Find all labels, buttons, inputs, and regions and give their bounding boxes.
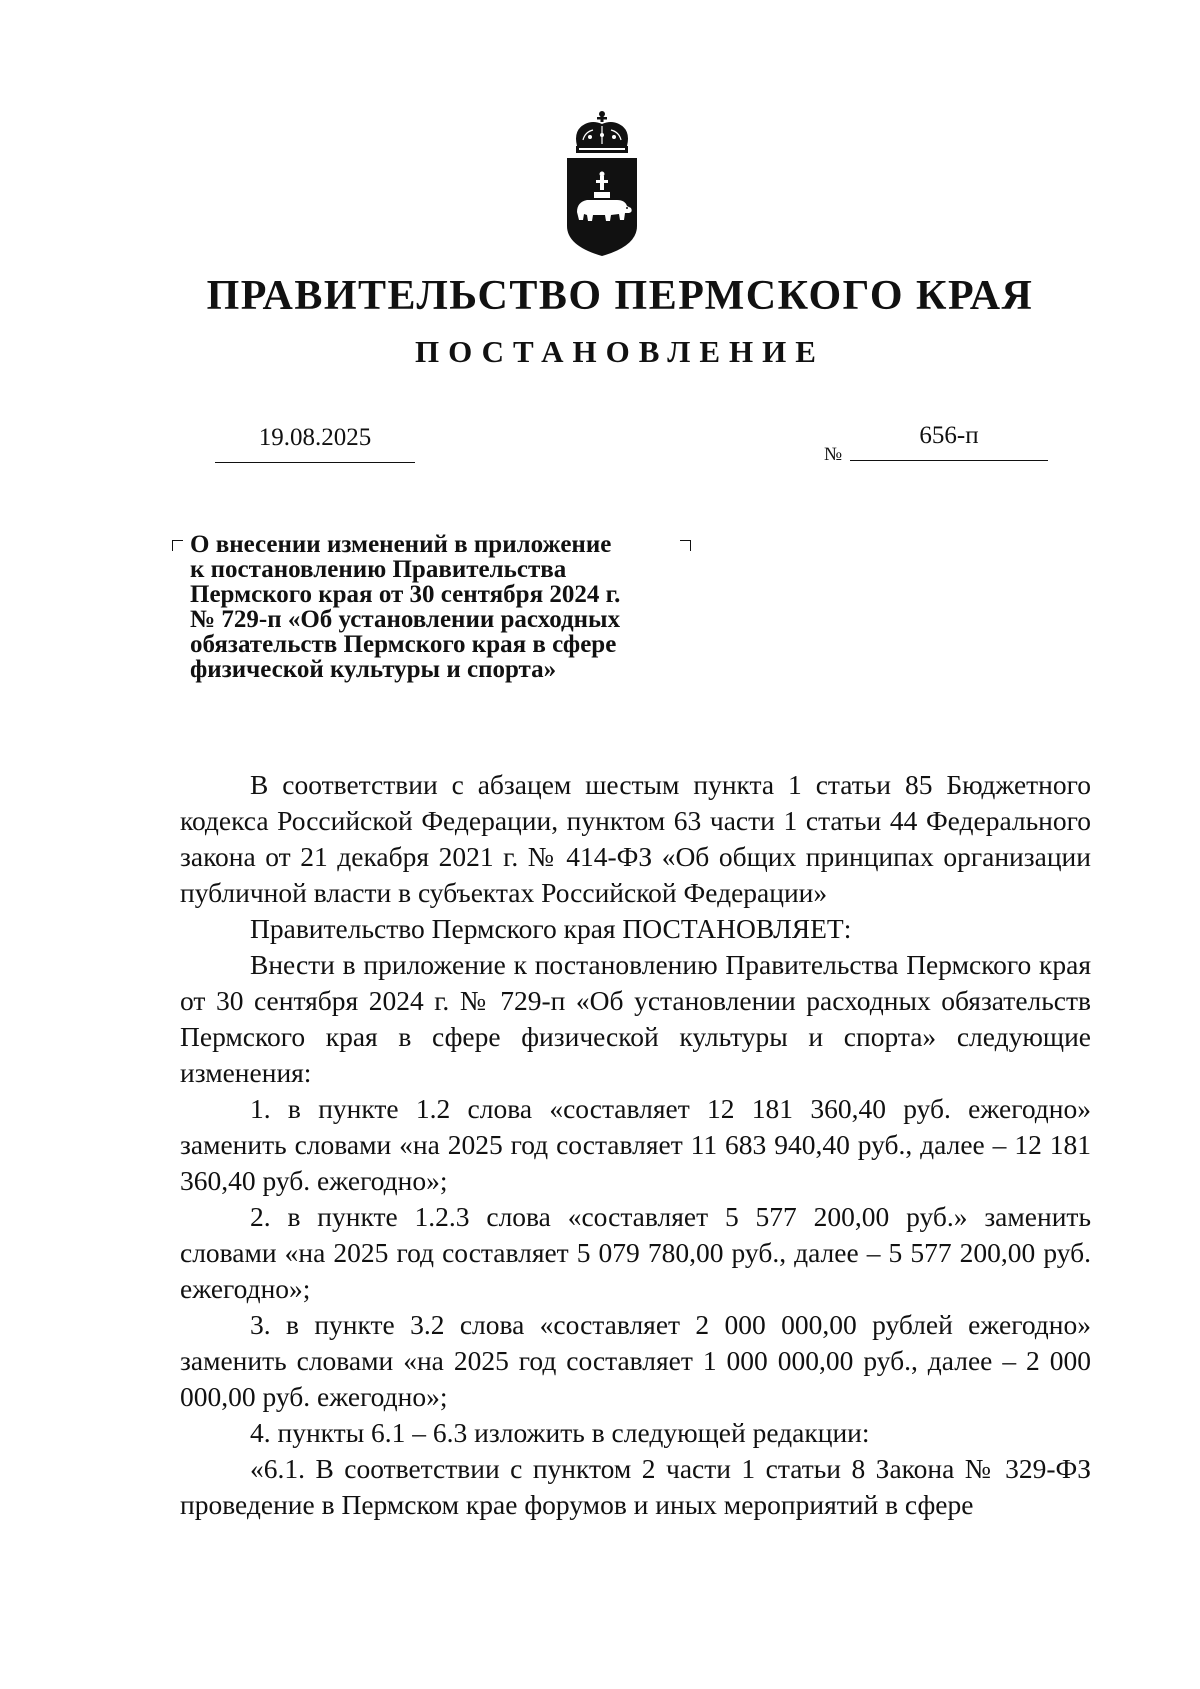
subject-line: Пермского края от 30 сентября 2024 г. bbox=[190, 581, 621, 608]
subject-line: физической культуры и спорта» bbox=[190, 656, 557, 683]
shield-icon bbox=[567, 158, 637, 256]
organization-title: ПРАВИТЕЛЬСТВО ПЕРМСКОГО КРАЯ bbox=[206, 273, 1034, 319]
body-paragraph: «6.1. В соответствии с пунктом 2 части 1 статьи 8 Закона № 329-ФЗ проведение в Пермском крае форумов и иных мероприятий в сфере bbox=[180, 1453, 1091, 1520]
body-paragraph: 2. в пункте 1.2.3 слова «составляет 5 577 200,00 руб.» заменить словами «на 2025 год составляет 5 079 780,00 руб., далее – 5 577 200,00 руб. ежегодно»; bbox=[180, 1201, 1091, 1304]
body-paragraph: 3. в пункте 3.2 слова «составляет 2 000 000,00 рублей ежегодно» заменить словами «на 2025 год составляет 1 000 000,00 руб., далее – 2 000 000,00 руб. ежегодно»; bbox=[180, 1309, 1091, 1412]
body-paragraph: 1. в пункте 1.2 слова «составляет 12 181 360,40 руб. ежегодно» заменить словами «на 2025 год составляет 11 683 940,40 руб., далее – 12 181 360,40 руб. ежегодно»; bbox=[180, 1093, 1091, 1196]
subject-line: № 729-п «Об установлении расходных bbox=[190, 606, 621, 633]
number-sign: № bbox=[824, 444, 843, 465]
body-paragraph: Правительство Пермского края ПОСТАНОВЛЯЕТ: bbox=[250, 913, 852, 944]
body-paragraph: Внести в приложение к постановлению Правительства Пермского края от 30 сентября 2024 г. № 729-п «Об установлении расходных обязательств Пермского края в сфере физической культуры и спорта» следующие изменения: bbox=[180, 949, 1091, 1088]
document-number: 656-п bbox=[850, 422, 1048, 461]
document-body bbox=[180, 767, 1091, 1523]
subject-line: обязательств Пермского края в сфере bbox=[190, 631, 617, 658]
document-date: 19.08.2025 bbox=[215, 424, 415, 463]
body-paragraph: В соответствии с абзацем шестым пункта 1 статьи 85 Бюджетного кодекса Российской Федерации, пунктом 63 части 1 статьи 44 Федерального закона от 21 декабря 2021 г. № 414-ФЗ «Об общих принципах организации публичной власти в субъектах Российской Федерации» bbox=[180, 769, 1091, 908]
subject-line: О внесении изменений в приложение bbox=[190, 531, 612, 558]
crown-icon bbox=[576, 111, 628, 153]
subject-line: к постановлению Правительства bbox=[190, 556, 567, 583]
coat-of-arms-emblem bbox=[563, 108, 641, 258]
body-paragraph: 4. пункты 6.1 – 6.3 изложить в следующей редакции: bbox=[250, 1417, 870, 1448]
document-type-title: ПОСТАНОВЛЕНИЕ bbox=[415, 334, 825, 369]
left-corner-bracket bbox=[172, 540, 183, 551]
document-subject bbox=[190, 532, 690, 682]
